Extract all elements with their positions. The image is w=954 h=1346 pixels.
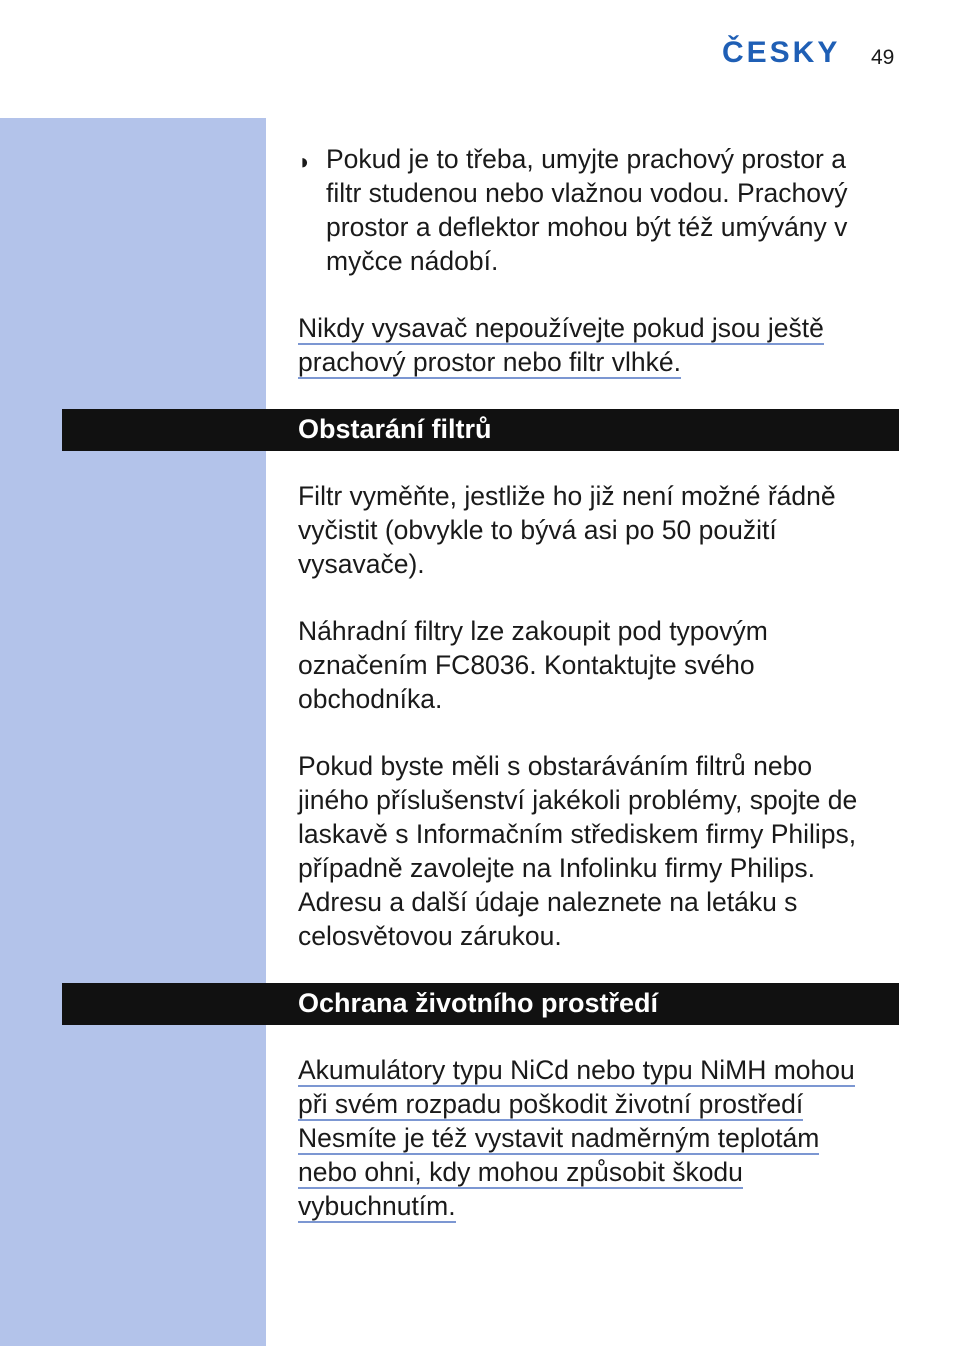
paragraph-line: celosvětovou zárukou. [298,921,562,951]
section-header-bar [62,409,899,451]
paragraph [298,749,908,953]
warning-note [298,311,908,379]
warning-line: při svém rozpadu poškodit životní prostředí [298,1089,804,1119]
page-number: 49 [871,46,895,69]
paragraph-line: vysavače). [298,549,425,579]
paragraph-line: Filtr vyměňte, jestliže ho již není možné řádně [298,481,836,511]
section-title: Ochrana životního prostředí [298,988,659,1018]
section-title: Obstarání filtrů [298,414,492,444]
bullet-line: prostor a deflektor mohou být též umývány v [326,212,848,242]
paragraph-line: Náhradní filtry lze zakoupit pod typovým [298,616,768,646]
bullet-icon: ◗ [298,149,312,174]
paragraph-line: vyčistit (obvykle to bývá asi po 50 použití [298,515,777,545]
warning-line: vybuchnutím. [298,1191,456,1221]
section-header-bar [62,983,899,1025]
warning-line: prachový prostor nebo filtr vlhké. [298,347,681,377]
warning-line: Nesmíte je též vystavit nadměrným teplotám [298,1123,820,1153]
bullet-line: filtr studenou nebo vlažnou vodou. Prachový [326,178,848,208]
paragraph-line: obchodníka. [298,684,443,714]
paragraph-line: jiného příslušenství jakékoli problémy, spojte de [298,785,858,815]
bullet-text [326,142,898,278]
language-heading: ČESKY [722,36,841,69]
paragraph [298,479,908,581]
bullet-line: myčce nádobí. [326,246,499,276]
warning-line: Nikdy vysavač nepoužívejte pokud jsou ještě [298,313,824,343]
warning-line: nebo ohni, kdy mohou způsobit škodu [298,1157,743,1187]
paragraph-line: označením FC8036. Kontaktujte svého [298,650,755,680]
left-sidebar-band [0,118,266,1346]
warning-line: Akumulátory typu NiCd nebo typu NiMH mohou [298,1055,855,1085]
warning-note [298,1053,908,1223]
paragraph-line: Adresu a další údaje naleznete na letáku s [298,887,798,917]
paragraph-line: Pokud byste měli s obstaráváním filtrů nebo [298,751,813,781]
bullet-line: Pokud je to třeba, umyjte prachový prostor a [326,144,846,174]
paragraph-line: případně zavolejte na Infolinku firmy Philips. [298,853,816,883]
paragraph [298,614,908,716]
paragraph-line: laskavě s Informačním střediskem firmy Philips, [298,819,857,849]
